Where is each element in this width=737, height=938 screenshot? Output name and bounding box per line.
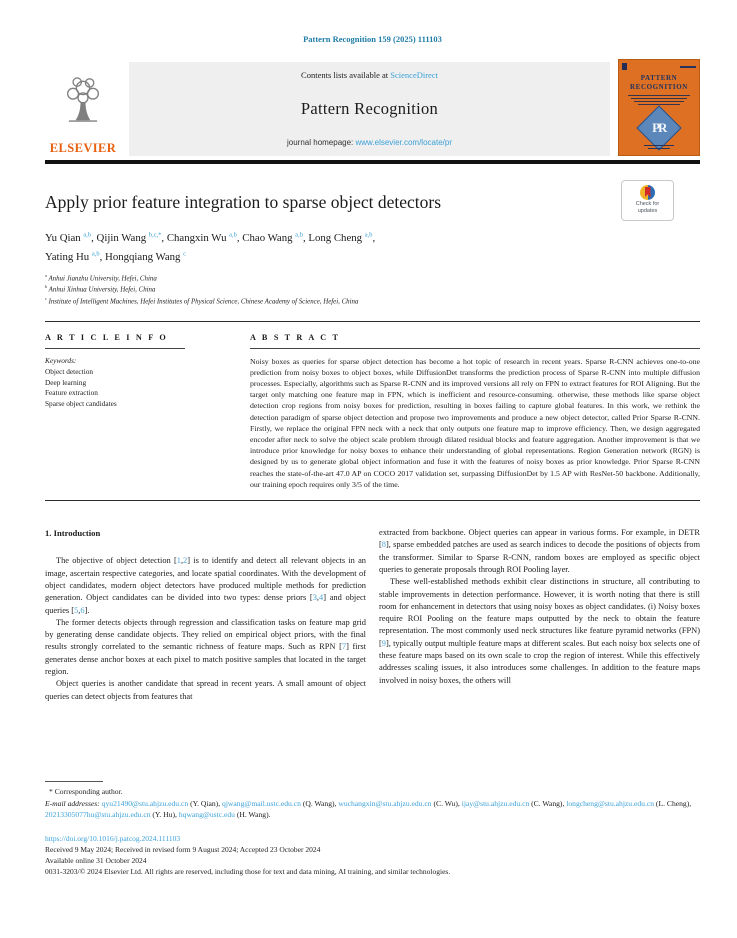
corresponding-author-note: * Corresponding author.	[49, 787, 123, 797]
section-rule-bottom	[45, 500, 700, 501]
journal-citation-header: Pattern Recognition 159 (2025) 111103	[303, 34, 442, 44]
introduction-heading: 1. Introduction	[45, 528, 101, 539]
superscript-marker: c	[45, 295, 47, 301]
text-line: Yating Hu $^{a,b}$, Hongqiang Wang $^c$	[45, 250, 187, 263]
journal-title: Pattern Recognition	[300, 99, 439, 118]
body-paragraph: The former detects objects through regression and classification tasks on feature map grid by generating dense candidate objects. They relied on empirical object priors, with the final results strongly correlated to the semantic richness of feature maps. Such as RPN [7] first generates dense anchor boxes at each pixel to match positive samples that located in the target region.	[45, 617, 366, 677]
email-link[interactable]: qyu21490@stu.ahjzu.edu.cn	[101, 798, 189, 808]
elsevier-logo	[45, 62, 121, 156]
keywords-label: Keywords:	[45, 355, 77, 365]
superscript-marker: a,b	[83, 231, 92, 239]
email-label: E-mail addresses:	[45, 798, 102, 808]
email-addresses-line	[45, 798, 700, 821]
text-line: $^a$ Anhui Jianzhu University, Hefei, China	[45, 272, 157, 282]
pattern-recognition-diamond-logo: PR	[636, 105, 681, 150]
superscript-marker: a,b	[364, 231, 373, 239]
article-info-column	[45, 322, 250, 490]
superscript-marker: a,b	[229, 231, 237, 239]
citation-link[interactable]: 7	[341, 642, 347, 652]
crossmark-icon	[640, 185, 655, 200]
publication-block	[45, 833, 700, 878]
body-paragraph: Object queries is another candidate that spread in recent years. A small amount of object queries can detect objects from features that	[45, 679, 366, 701]
abstract-heading: A B S T R A C T	[250, 332, 341, 342]
available-online: Available online 31 October 2024	[45, 855, 147, 865]
cover-fine-print	[628, 95, 690, 105]
masthead-divider-bar	[45, 160, 700, 164]
body-right-column	[379, 527, 700, 759]
text-line: $^c$ Institute of Intelligent Machines, Hefei Institutes of Physical Science, Chinese Academy of Science, Hefei, China	[45, 295, 359, 306]
journal-cover-thumbnail	[618, 59, 700, 156]
elsevier-wordmark: ELSEVIER	[49, 141, 117, 155]
body-left-column	[45, 527, 366, 759]
received-dates: Received 9 May 2024; Received in revised form 9 August 2024; Accepted 23 October 2024	[45, 844, 321, 854]
cover-publisher-glyph	[622, 63, 627, 70]
keyword-item: Feature extraction	[45, 388, 98, 398]
left-column-paragraphs	[45, 555, 366, 703]
abstract-column	[250, 322, 700, 490]
body-two-columns	[45, 527, 700, 759]
email-owner: (Y. Hu),	[150, 810, 179, 820]
right-column-paragraphs	[379, 527, 700, 687]
abstract-text: Noisy boxes as queries for sparse object detection has become a hot topic of research in recent years. Sparse R-CNN achieves one-to-one prediction from noisy boxes to object boxes, while DiffusionDet transforms the prediction process of Sparse R-CNN into multiple diffusion processes. Especially, algorithms such as Sparse R-CNN and its improved versions all rely on FPN to extract features for ROI Aligning. But the target only matching one feature map in FPN, which is inefficient and resource-consuming. otherwise, these methods like sparse object detection crop regions from noisy boxes for prediction, resulting in boxes failing to capture global features. In this work, we rethink the detection paradigm of sparse object detection and propose two improvements and produce a new object detector, called Prior Sparse R-CNN. Firstly, we replace the original FPN neck with a neck that only outputs one feature map to improve efficiency. Then, we design aggregated encoder after neck to solve the object scale problem through dilated residual blocks and feature aggregation. Another improvement is that we introduce prior knowledge for noisy boxes to enhance their understanding of global representations. Region Generation network (RGN) is designed by us to generate global object information and fuse it with the features of noisy boxes as prior knowledge. Prior Sparse R-CNN reaches the state-of-the-art 47.0 AP on COCO 2017 validation set, surpassing DiffusionDet by 1.5 AP with ResNet-50 backbone. Additionally, our training epoch requires only 3/5 of the time.	[250, 356, 700, 489]
superscript-marker: a,b	[295, 231, 303, 239]
superscript-marker: b	[45, 284, 48, 290]
citation-link[interactable]: 5	[74, 605, 79, 615]
footnote-rule	[45, 781, 103, 782]
email-owner: (Y. Qian),	[188, 798, 223, 808]
text-line: $^b$ Anhui Xinhua University, Hefei, China	[45, 284, 156, 294]
masthead-center-panel	[129, 62, 610, 156]
affiliation-list	[45, 273, 700, 308]
superscript-marker: a,b	[91, 250, 100, 258]
email-owner: (L. Cheng),	[654, 798, 692, 808]
check-for-updates-badge[interactable]	[621, 180, 674, 221]
sciencedirect-link[interactable]: ScienceDirect	[390, 70, 438, 80]
author-list	[45, 229, 700, 267]
citation-link[interactable]: 8	[381, 540, 386, 550]
citation-link[interactable]: 1	[176, 556, 181, 566]
keyword-item: Object detection	[45, 366, 94, 376]
email-link[interactable]: wuchangxin@stu.ahjzu.edu.cn	[338, 798, 432, 808]
journal-masthead	[45, 62, 700, 156]
email-link[interactable]: hqwang@ustc.edu	[178, 810, 235, 820]
homepage-url-link[interactable]: www.elsevier.com/locate/pr	[355, 138, 452, 147]
email-owner: (C. Wang),	[529, 798, 567, 808]
cover-footer-print	[619, 145, 699, 149]
body-paragraph: These well-established methods exhibit clear distinctions in structure, all contributing to stable improvements in detection performance. However, it is worth noting that there is still room for enhancement in detectors that using noisy boxes as object candidates. (i) Noisy boxes require ROI Pooling on the feature maps outputted by the neck to obtain the feature representation. The most commonly used neck structures like feature pyramid networks (FPN) [9], typically output multiple feature maps at different scales. But each noisy box selects one of these feature maps based on its own scale to crop the region of interest. While this effectively addresses scaling issues, it also introduces some challenges. In addition to the feature maps involved in noisy boxes, the others will	[379, 577, 700, 685]
superscript-marker: a	[45, 272, 47, 278]
citation-link[interactable]: 2	[183, 556, 188, 566]
email-owner: (H. Wang).	[234, 810, 271, 820]
cover-title: PATTERN RECOGNITION	[630, 74, 688, 91]
body-paragraph: The objective of object detection [1,2] is to identify and detect all relevant objects in an image, ascertain respective categories, and locate spatial coordinates. With the development of object candidates, modern object detectors have produced multiple methods for prediction generation. Object candidates can be divided into two types: dense priors [3,4] and object queries [5,6].	[45, 556, 366, 615]
email-list	[45, 799, 691, 820]
keywords-list	[45, 367, 250, 411]
cover-issn-mark	[680, 66, 696, 68]
cover-topbar	[622, 63, 696, 70]
abstract-underline	[250, 348, 700, 349]
footnote-block	[45, 786, 700, 821]
email-link[interactable]: ijay@stu.ahjzu.edu.cn	[461, 798, 530, 808]
superscript-marker: b,c,*	[148, 231, 162, 239]
email-owner: (C. Wu),	[431, 798, 462, 808]
superscript-marker: c	[183, 250, 187, 258]
citation-link[interactable]: 3	[312, 593, 317, 603]
email-link[interactable]: longcheng@stu.ahjzu.edu.cn	[566, 798, 655, 808]
issn-copyright: 0031-3203/© 2024 Elsevier Ltd. All rights are reserved, including those for text and data mining, AI training, and similar technologies.	[45, 867, 451, 877]
homepage-line: journal homepage: www.elsevier.com/locate/pr	[287, 138, 452, 147]
email-link[interactable]: 20213305077hu@stu.ahjzu.edu.cn	[45, 810, 151, 820]
article-info-heading: A R T I C L E I N F O	[45, 332, 168, 342]
check-updates-label: Check for updates	[635, 201, 660, 215]
body-paragraph: extracted from backbone. Object queries can appear in various forms. For example, in DETR [8], sparse embedded patches are used as search indices to decode the positions of objects from the transformer. Similar to Sparse R-CNN, random boxes are employed as specific object queries to generate proposals through ROI Pooling layer.	[379, 528, 700, 574]
email-link[interactable]: qjwang@mail.ustc.edu.cn	[222, 798, 301, 808]
citation-link[interactable]: 9	[381, 638, 386, 648]
contents-line: Contents lists available at ScienceDirect	[301, 70, 438, 80]
citation-link[interactable]: 4	[319, 593, 324, 603]
article-info-underline	[45, 348, 185, 349]
text-line: Yu Qian $^{a,b}$, Qijin Wang $^{b,c,*}$, Changxin Wu $^{a,b}$, Chao Wang $^{a,b}$, Long Cheng $^{a,b}$,	[45, 231, 376, 244]
article-title: Apply prior feature integration to sparse object detectors	[45, 192, 442, 212]
keyword-item: Deep learning	[45, 377, 87, 387]
elsevier-tree-icon	[54, 69, 112, 140]
keyword-item: Sparse object candidates	[45, 399, 117, 409]
keywords-block	[45, 356, 250, 411]
doi-link[interactable]: https://doi.org/10.1016/j.patcog.2024.111103	[45, 833, 181, 843]
citation-link[interactable]: 6	[80, 605, 85, 615]
info-abstract-section	[45, 322, 700, 490]
email-owner: (Q. Wang),	[300, 798, 339, 808]
